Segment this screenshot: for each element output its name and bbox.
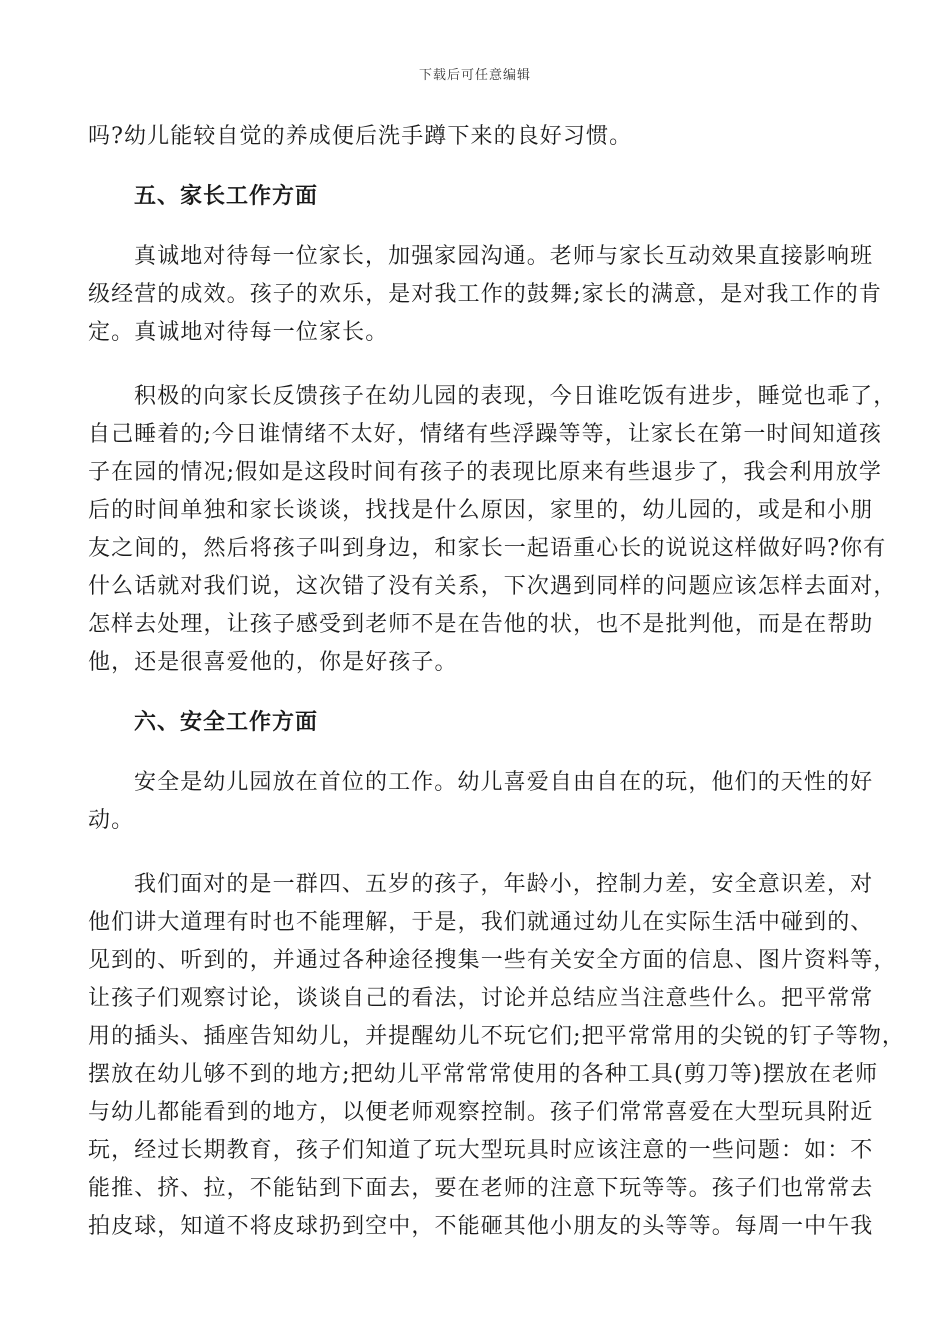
section-heading-safety-work: 六、安全工作方面 [134, 710, 319, 735]
text-line: 什么话就对我们说，这次错了没有关系，下次遇到同样的问题应该怎样去面对， [88, 574, 897, 599]
text-line: 级经营的成效。孩子的欢乐，是对我工作的鼓舞;家长的满意，是对我工作的肯 [88, 282, 882, 307]
text-line: 后的时间单独和家长谈谈，找找是什么原因，家里的，幼儿园的，或是和小朋 [88, 498, 874, 523]
text-line: 拍皮球，知道不将皮球扔到空中，不能砸其他小朋友的头等等。每周一中午我 [88, 1214, 874, 1239]
paragraph-parent-feedback [88, 378, 897, 682]
text-line: 积极的向家长反馈孩子在幼儿园的表现，今日谁吃饭有进步，睡觉也乖了， [134, 384, 897, 409]
text-line: 他，还是很喜爱他的，你是好孩子。 [88, 650, 458, 675]
text-line: 玩，经过长期教育，孩子们知道了玩大型玩具时应该注意的一些问题：如：不 [88, 1138, 874, 1163]
text-line: 安全是幼儿园放在首位的工作。幼儿喜爱自由自在的玩，他们的天性的好 [134, 770, 874, 795]
text-line: 摆放在幼儿够不到的地方;把幼儿平常常常使用的各种工具(剪刀等)摆放在老师 [88, 1062, 879, 1087]
text-line: 动。 [88, 808, 135, 833]
paragraph-parent-communication [88, 238, 882, 352]
text-line: 自己睡着的;今日谁情绪不太好，情绪有些浮躁等等，让家长在第一时间知道孩 [88, 422, 882, 447]
paragraph-safety-intro [88, 764, 874, 840]
section-heading-parent-work: 五、家长工作方面 [134, 184, 319, 209]
paragraph-safety-education [88, 866, 906, 1246]
text-line: 让孩子们观察讨论，谈谈自己的看法，讨论并总结应当注意些什么。把平常常 [88, 986, 874, 1011]
document-body [88, 118, 906, 1246]
text-line: 定。真诚地对待每一位家长。 [88, 320, 389, 345]
text-line: 友之间的，然后将孩子叫到身边，和家长一起语重心长的说说这样做好吗?你有 [88, 536, 887, 561]
text-line: 子在园的情况;假如是这段时间有孩子的表现比原来有些退步了，我会利用放学 [88, 460, 882, 485]
text-line: 能推、挤、拉，不能钻到下面去，要在老师的注意下玩等等。孩子们也常常去 [88, 1176, 874, 1201]
text-line: 怎样去处理，让孩子感受到老师不是在告他的状，也不是批判他，而是在帮助 [88, 612, 874, 637]
text-line: 与幼儿都能看到的地方，以便老师观察控制。孩子们常常喜爱在大型玩具附近 [88, 1100, 874, 1125]
text-line: 见到的、听到的，并通过各种途径搜集一些有关安全方面的信息、图片资料等， [88, 948, 897, 973]
text-line: 吗?幼儿能较自觉的养成便后洗手蹲下来的良好习惯。 [88, 124, 633, 149]
text-line: 真诚地对待每一位家长，加强家园沟通。老师与家长互动效果直接影响班 [134, 244, 874, 269]
text-line: 我们面对的是一群四、五岁的孩子，年龄小，控制力差，安全意识差，对 [134, 872, 874, 897]
text-line: 他们讲大道理有时也不能理解，于是，我们就通过幼儿在实际生活中碰到的、 [88, 910, 874, 935]
page-header: 下载后可任意编辑 [418, 68, 531, 83]
text-line: 用的插头、插座告知幼儿，并提醒幼儿不玩它们;把平常常用的尖锐的钉子等物， [88, 1024, 906, 1049]
paragraph-continuation [88, 118, 866, 156]
